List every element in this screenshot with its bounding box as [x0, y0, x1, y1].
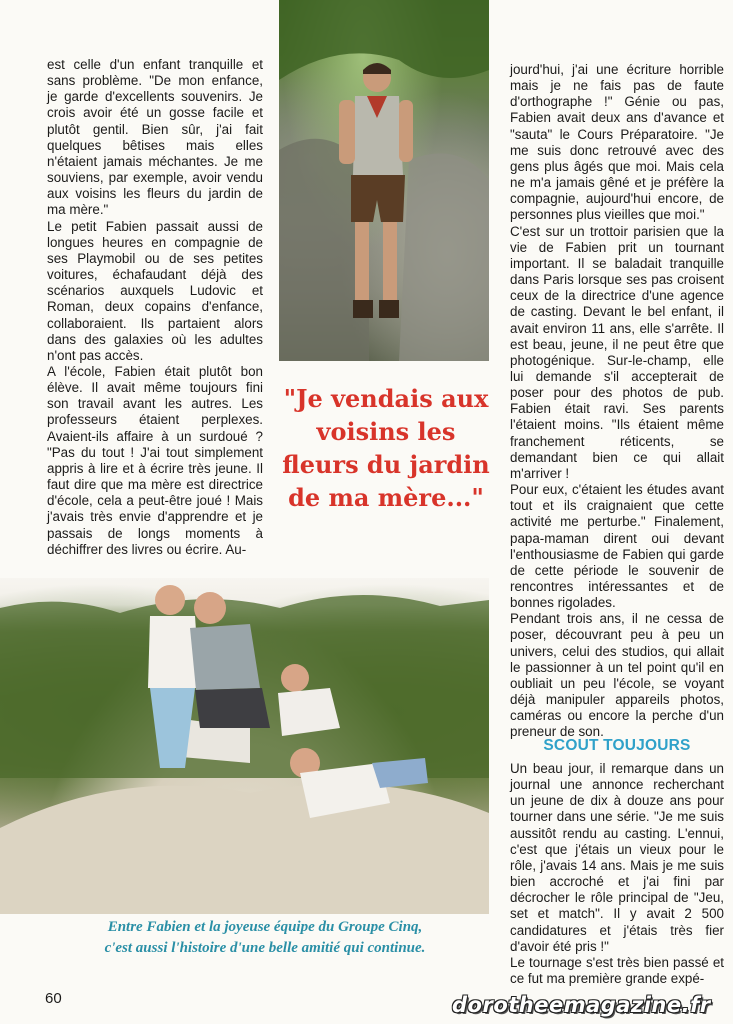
paragraph: Pour eux, c'étaient les études avant tout et ils craignaient que cette activité me perturbe." Finalement, papa-maman dirent oui devant l'enthousiasme de Fabien qui garde de cette période le souvenir de rencontres intéressantes et de bonnes rigolades. [510, 482, 724, 611]
group-photo [0, 578, 489, 914]
photo-caption: Entre Fabien et la joyeuse équipe du Groupe Cinq, c'est aussi l'histoire d'une belle amitié qui continue. [104, 919, 426, 956]
article-column-left [47, 57, 263, 558]
paragraph: Pendant trois ans, il ne cessa de poser, découvrant peu à peu un univers, celui des studios, qui allait le passionner à un tel point qu'il en oubliait un peu l'école, se voyant déjà manipuler appareils photos, caméras ou encore la perche d'un preneur de son. [510, 611, 724, 740]
scout-photo-illustration [279, 0, 489, 361]
paragraph: C'est sur un trottoir parisien que la vie de Fabien prit un tournant important. Il se baladait tranquille dans Paris lorsque ses pas croisent ceux de la directrice d'une agence de casting. Devant le bel enfant, il avait environ 11 ans, elle s'arrête. Il est beau, jeune, il ne peut être que photogénique. Sur-le-champ, elle lui demande s'il accepterait de poser pour des photos de pub. Fabien était ravi. Ses parents l'étaient moins. "Ils étaient même franchement réticents, se demandant bien ce qui allait m'arriver ! [510, 223, 724, 481]
section-heading: SCOUT TOUJOURS [543, 737, 691, 754]
article-column-right-continued [510, 761, 724, 987]
paragraph: Un beau jour, il remarque dans un journal une annonce recherchant un jeune de dix à douze ans pour tourner dans une série. "Je me suis aussitôt rendu au casting. L'ennui, c'est que j'étais un vieux pour le rôle, j'avais 14 ans. Mais je me suis bien accroché et j'ai fini par décrocher le rôle principal de "Jeu, set et match". Il y avait 2 500 candidatures et j'étais très fier d'avoir été pris !" [510, 761, 724, 954]
watermark: dorotheemagazine.fr [452, 993, 711, 1017]
article-column-right [510, 62, 724, 741]
paragraph: A l'école, Fabien était plutôt bon élève. Il avait même toujours fini son travail avant les autres. Les professeurs étaient perplexes. Avaient-ils affaire à un surdoué ? "Pas du tout ! J'ai tout simplement appris à lire et à écrire très jeune. Il faut dire que ma mère est directrice d'école, cela a peut-être joué ! Mais j'avais très envie d'apprendre et je passais de longs moments à déchiffrer des livres ou écrire. Au- [47, 363, 263, 557]
group-photo-illustration [0, 578, 489, 914]
paragraph: Le tournage s'est très bien passé et ce fut ma première grande expé- [510, 954, 724, 987]
paragraph: jourd'hui, j'ai une écriture horrible mais je ne fais pas de faute d'orthographe !" Génie ou pas, Fabien avait deux ans d'avance et "sauta" le Cours Préparatoire. "Je me suis donc retrouvé avec des gens plus âgés que moi. Mais cela ne m'a jamais gêné et je préfère la compagnie, aujourd'hui encore, de personnes plus vieilles que moi." [510, 62, 724, 223]
pull-quote: "Je vendais aux voisins les fleurs du jardin de ma mère..." [282, 384, 490, 512]
scout-photo [279, 0, 489, 361]
paragraph: Le petit Fabien passait aussi de longues heures en compagnie de ses Playmobil ou de ses petites voitures, échafaudant déjà des scénarios auxquels Ludovic et Roman, deux copains d'enfance, collaboraient. Ils partaient alors dans des galaxies où les adultes n'ont pas accès. [47, 218, 263, 363]
page-number: 60 [45, 990, 62, 1007]
paragraph: est celle d'un enfant tranquille et sans problème. "De mon enfance, je garde d'excellents souvenirs. Je crois avoir été un gosse facile et plutôt gentil. Bien sûr, j'ai fait quelques bêtises mais elles n'étaient jamais méchantes. Je me souviens, par exemple, avoir vendu aux voisins les fleurs du jardin de ma mère." [47, 57, 263, 218]
